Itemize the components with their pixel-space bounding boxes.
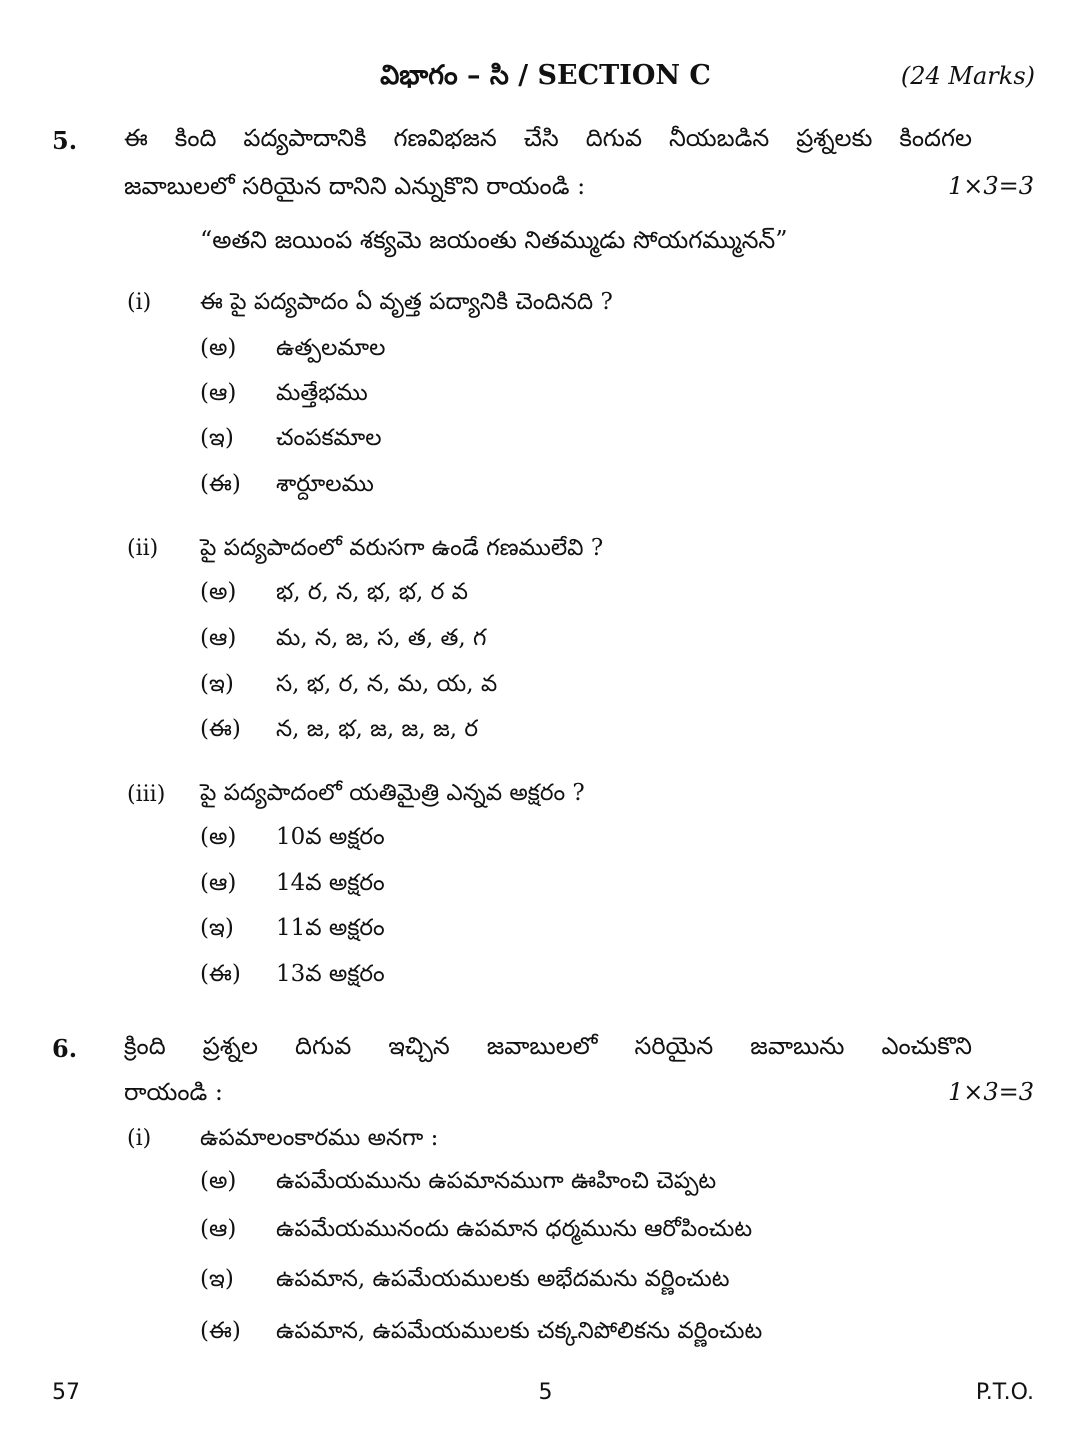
question-6-text-line2: రాయండి : bbox=[124, 1078, 223, 1106]
option-text: 13వ అక్షరం bbox=[276, 961, 385, 987]
option-label: (ఇ) bbox=[200, 425, 234, 451]
question-6-marks: 1×3=3 bbox=[947, 1078, 1034, 1106]
section-title: విభాగం – సి / SECTION C bbox=[380, 60, 711, 91]
pto-label: P.T.O. bbox=[975, 1380, 1034, 1405]
question-5-sub-1-text: ఈ పై పద్యపాదం ఏ వృత్త పద్యానికి చెందినది ? bbox=[200, 289, 613, 315]
question-5-sub-1-number: (i) bbox=[127, 290, 152, 315]
question-6-sub-1-text: ఉపమాలంకారము అనగా : bbox=[200, 1125, 439, 1151]
option-label: (ఆ) bbox=[200, 625, 237, 651]
question-5-sub-2-number: (ii) bbox=[127, 536, 159, 561]
option-text: న, జ, భ, జ, జ, జ, ర bbox=[276, 716, 479, 742]
option bbox=[200, 824, 385, 856]
option-text: ఉపమేయమునందు ఉపమాన ధర్మమును ఆరోపించుట bbox=[276, 1216, 753, 1242]
question-5-text-line1: ఈ కింది పద్యపాదానికి గణవిభజన చేసి దిగువ నీయబడిన ప్రశ్నలకు కిందగల bbox=[124, 124, 972, 152]
option bbox=[200, 1216, 752, 1248]
option-text: 14వ అక్షరం bbox=[276, 870, 385, 896]
question-5-number: 5. bbox=[52, 126, 78, 155]
option bbox=[200, 671, 497, 703]
question-6-text-line1: క్రింది ప్రశ్నల దిగువ ఇచ్చిన జవాబులలో సరియైన జవాబును ఎంచుకొని bbox=[124, 1032, 972, 1060]
option bbox=[200, 716, 478, 748]
option bbox=[200, 961, 385, 993]
option-label: (ఆ) bbox=[200, 380, 237, 406]
option bbox=[200, 425, 382, 457]
option-text: ఉత్పలమాల bbox=[276, 335, 386, 361]
option-text: మత్తేభము bbox=[276, 380, 368, 406]
option bbox=[200, 1318, 762, 1350]
option bbox=[200, 870, 385, 902]
option-label: (ఈ) bbox=[200, 471, 241, 497]
option bbox=[200, 1266, 729, 1298]
option-text: శార్దూలము bbox=[276, 471, 374, 497]
option-label: (ఈ) bbox=[200, 961, 241, 987]
option bbox=[200, 471, 374, 503]
option-label: (ఇ) bbox=[200, 1266, 234, 1292]
paper-code: 57 bbox=[52, 1380, 80, 1405]
option bbox=[200, 1168, 716, 1200]
question-5-text-line2: జవాబులలో సరియైన దానిని ఎన్నుకొని రాయండి : bbox=[124, 172, 586, 200]
option-text: 10వ అక్షరం bbox=[276, 824, 385, 850]
option-label: (ఆ) bbox=[200, 1216, 237, 1242]
option-text: 11వ అక్షరం bbox=[276, 915, 385, 941]
option-label: (ఈ) bbox=[200, 1318, 241, 1344]
option bbox=[200, 579, 468, 611]
poem-quote: “అతని జయింప శక్యమె జయంతు నితమ్ముడు సోయగమ్మునన్” bbox=[200, 226, 788, 254]
question-5-sub-3-text: పై పద్యపాదంలో యతిమైత్రి ఎన్నవ అక్షరం ? bbox=[200, 780, 585, 806]
option bbox=[200, 380, 368, 412]
question-5-marks: 1×3=3 bbox=[947, 172, 1034, 200]
question-5-sub-3-number: (iii) bbox=[127, 782, 166, 807]
option-label: (అ) bbox=[200, 1168, 237, 1194]
page-number: 5 bbox=[538, 1380, 553, 1405]
option-label: (అ) bbox=[200, 824, 237, 850]
option-label: (అ) bbox=[200, 335, 237, 361]
question-6-number: 6. bbox=[52, 1034, 78, 1063]
option-text: స, భ, ర, న, మ, య, వ bbox=[276, 671, 498, 697]
question-6-sub-1-number: (i) bbox=[127, 1126, 152, 1151]
question-5-sub-2-text: పై పద్యపాదంలో వరుసగా ఉండే గణములేవి ? bbox=[200, 535, 604, 561]
option-text: భ, ర, న, భ, భ, ర వ bbox=[276, 579, 468, 605]
option-text: మ, న, జ, స, త, త, గ bbox=[276, 625, 487, 651]
section-marks: (24 Marks) bbox=[900, 62, 1035, 90]
option-label: (ఇ) bbox=[200, 671, 234, 697]
option-text: ఉపమాన, ఉపమేయములకు అభేదమను వర్ణించుట bbox=[276, 1266, 730, 1292]
option-label: (ఆ) bbox=[200, 870, 237, 896]
option-label: (ఇ) bbox=[200, 915, 234, 941]
option-text: ఉపమేయమును ఉపమానముగా ఊహించి చెప్పట bbox=[276, 1168, 717, 1194]
option-label: (అ) bbox=[200, 579, 237, 605]
option bbox=[200, 335, 385, 367]
option bbox=[200, 915, 385, 947]
option-text: ఉపమాన, ఉపమేయములకు చక్కనిపోలికను వర్ణించుట bbox=[276, 1318, 763, 1344]
option-text: చంపకమాల bbox=[276, 425, 382, 451]
option bbox=[200, 625, 486, 657]
option-label: (ఈ) bbox=[200, 716, 241, 742]
